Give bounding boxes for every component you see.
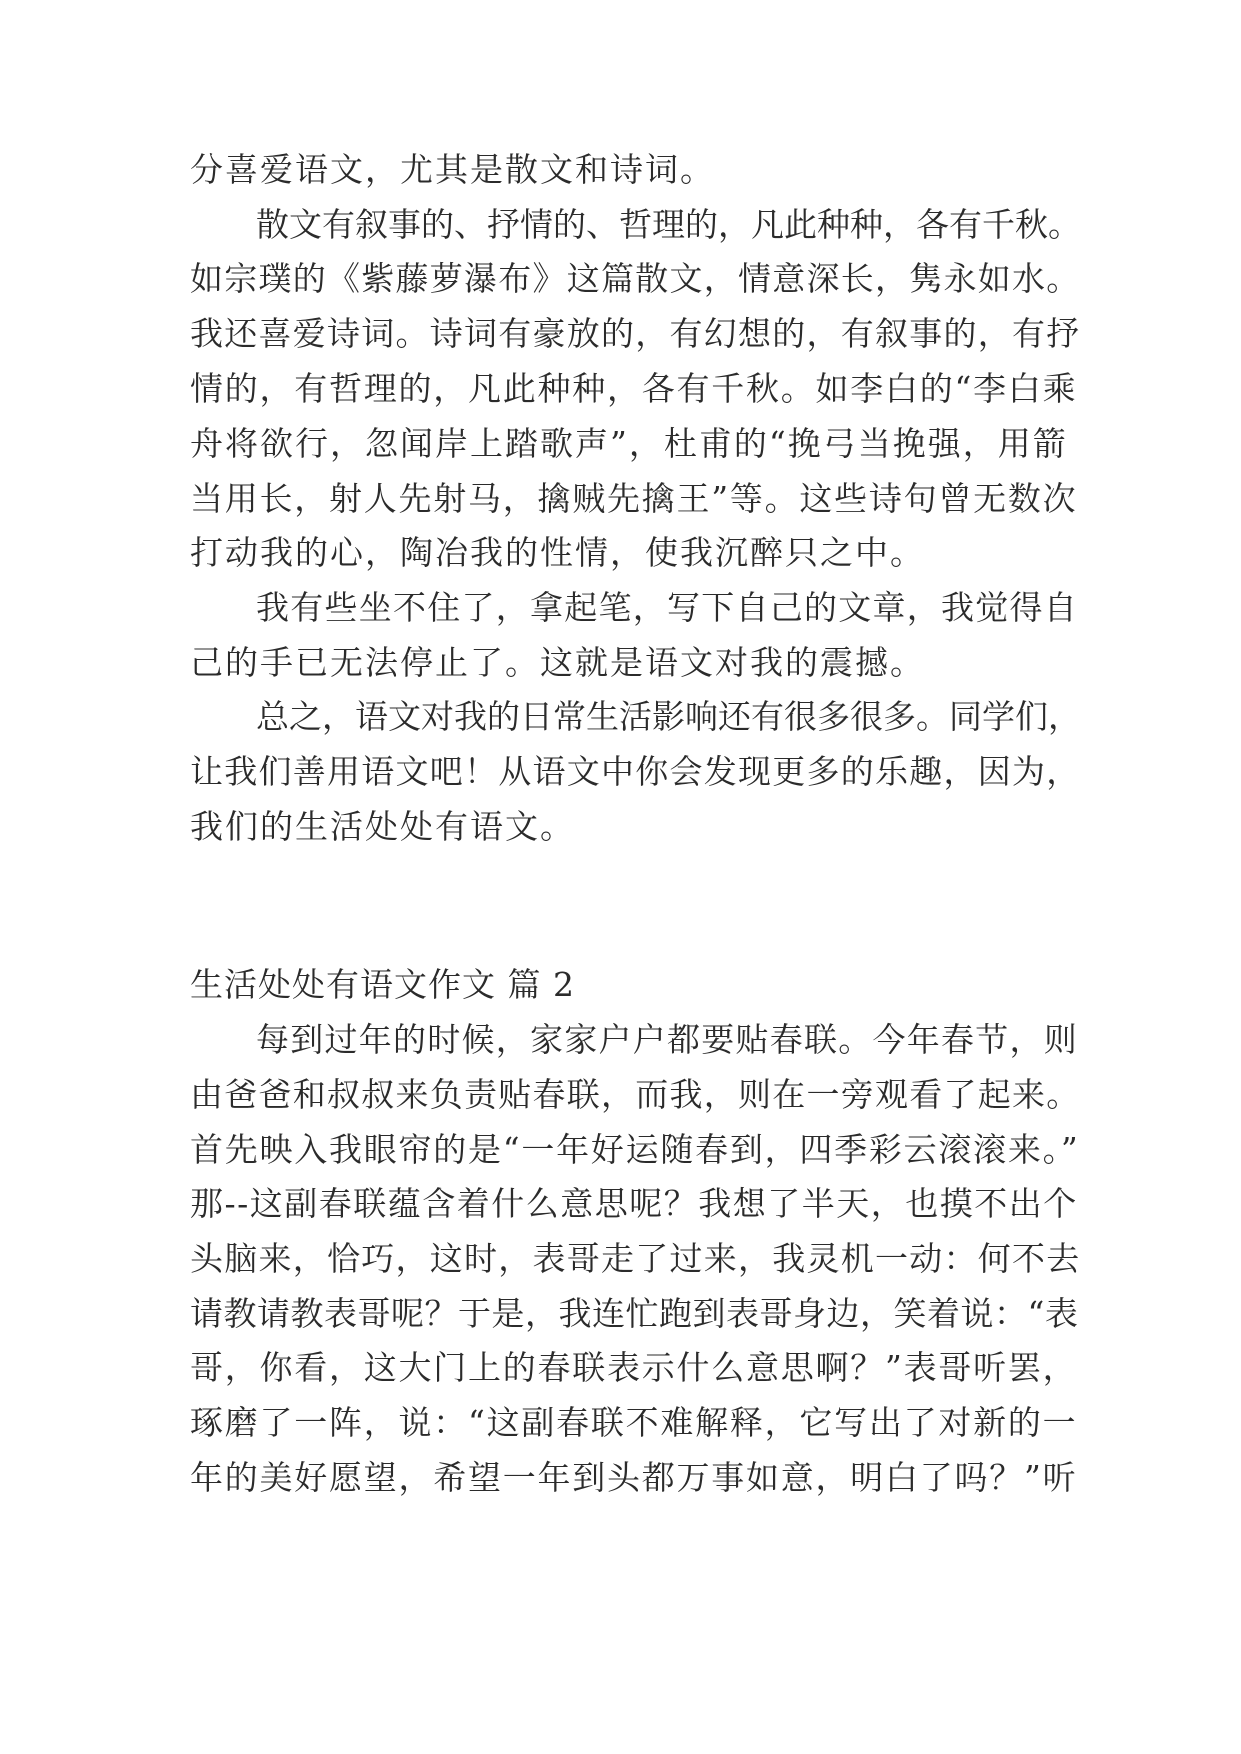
text-line: 那--这副春联蕴含着什么意思呢？我想了半天，也摸不出个 (190, 1184, 1078, 1223)
text-line: 总之，语文对我的日常生活影响还有很多很多。同学们， (256, 697, 1081, 736)
text-line: 首先映入我眼帘的是“一年好运随春到，四季彩云滚滚来。” (190, 1130, 1080, 1169)
text-line: 我有些坐不住了，拿起笔，写下自己的文章，我觉得自 (256, 588, 1078, 627)
text-line: 由爸爸和叔叔来负责贴春联，而我，则在一旁观看了起来。 (190, 1075, 1081, 1114)
text-line: 琢磨了一阵，说：“这副春联不难解释，它写出了对新的一 (190, 1403, 1078, 1442)
text-line: 分喜爱语文，尤其是散文和诗词。 (190, 150, 715, 189)
text-line: 舟将欲行，忽闻岸上踏歌声”，杜甫的“挽弓当挽强，用箭 (190, 424, 1068, 463)
text-line: 情的，有哲理的，凡此种种，各有千秋。如李白的“李白乘 (190, 369, 1078, 408)
text-line: 让我们善用语文吧！从语文中你会发现更多的乐趣，因为， (190, 752, 1081, 791)
text-line: 我们的生活处处有语文。 (190, 807, 575, 846)
text-line: 每到过年的时候，家家户户都要贴春联。今年春节，则 (256, 1020, 1078, 1059)
text-line: 当用长，射人先射马，擒贼先擒王”等。这些诗句曾无数次 (190, 479, 1078, 518)
text-line: 年的美好愿望，希望一年到头都万事如意，明白了吗？”听 (190, 1458, 1078, 1497)
text-line: 己的手已无法停止了。这就是语文对我的震撼。 (190, 643, 925, 682)
section-heading: 生活处处有语文作文 篇 2 (190, 965, 575, 1004)
text-line: 头脑来，恰巧，这时，表哥走了过来，我灵机一动：何不去 (190, 1239, 1081, 1278)
text-line: 哥，你看，这大门上的春联表示什么意思啊？”表哥听罢， (190, 1348, 1078, 1387)
text-line: 如宗璞的《紫藤萝瀑布》这篇散文，情意深长，隽永如水。 (190, 259, 1081, 298)
text-line: 我还喜爱诗词。诗词有豪放的，有幻想的，有叙事的，有抒 (190, 314, 1081, 353)
text-line: 散文有叙事的、抒情的、哲理的，凡此种种，各有千秋。 (256, 205, 1081, 244)
text-line: 打动我的心，陶冶我的性情，使我沉醉只之中。 (190, 533, 925, 572)
text-line: 请教请教表哥呢？于是，我连忙跑到表哥身边，笑着说：“表 (190, 1294, 1079, 1333)
